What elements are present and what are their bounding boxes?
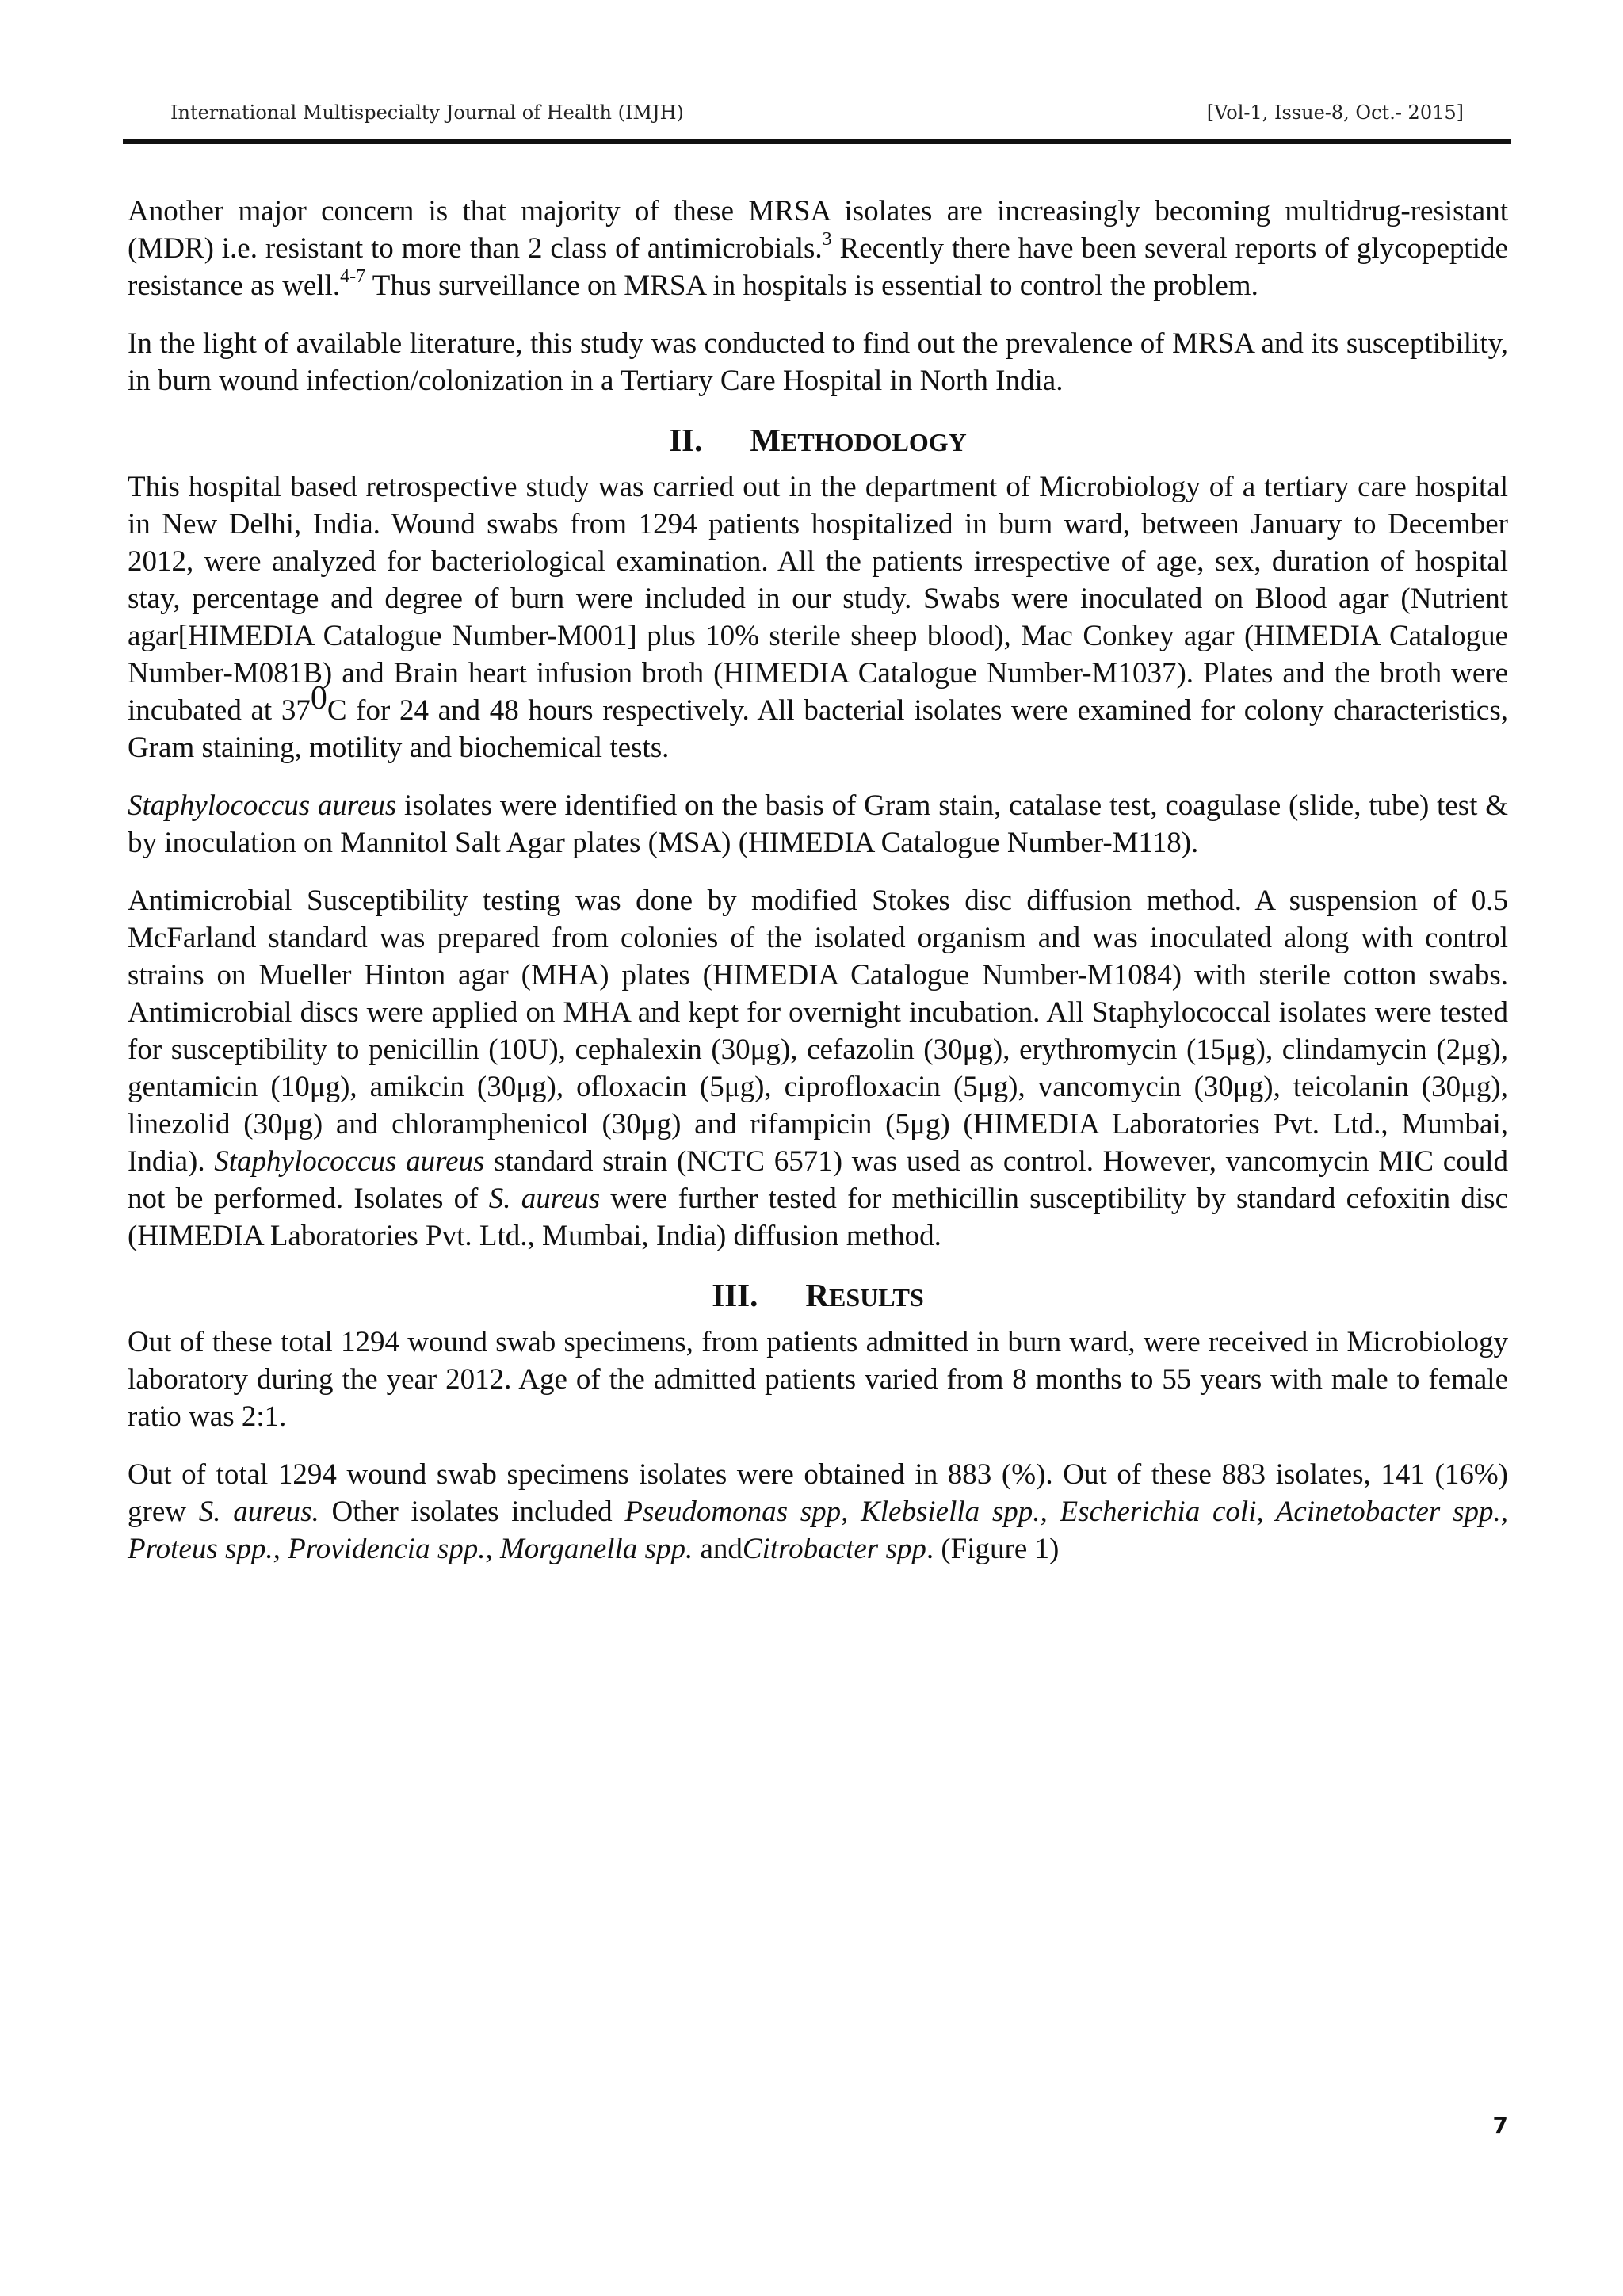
section-number: II. [669,422,703,458]
running-header [123,94,1511,141]
article-body [128,193,1508,1588]
paragraph-study-aim: In the light of available literature, this study was conducted to find out the prevalence of MRSA and its susceptibility, in burn wound infection/colonization in a Tertiary Care Hospital in North India. [128,327,1508,397]
paragraph-methodology-3: Antimicrobial Susceptibility testing was done by modified Stokes disc diffusion method. A suspension of 0.5 McFarland standard was prepared from colonies of the isolated organism and was inoculated along with control strains on Mueller Hinton agar (MHA) plates (HIMEDIA Catalogue Number-M1084) with sterile cotton swabs. Antimicrobial discs were applied on MHA and kept for overnight incubation. All Staphylococcal isolates were tested for susceptibility to penicillin (10U), cephalexin (30μg), cefazolin (30μg), erythromycin (15μg), clindamycin (2μg), gentamicin (10μg), amikcin (30μg), ofloxacin (5μg), ciprofloxacin (5μg), vancomycin (30μg), teicolanin (30μg), linezolid (30μg) and chloramphenicol (30μg) and rifampicin (5μg) (HIMEDIA Laboratories Pvt. Ltd., Mumbai, India). Staphylococcus aureus standard strain (NCTC 6571) was used as control. However, vancomycin MIC could not be performed. Isolates of S. aureus were further tested for methicillin susceptibility by standard cefoxitin disc (HIMEDIA Laboratories Pvt. Ltd., Mumbai, India) diffusion method. [128,884,1508,1252]
paragraph-methodology-1: This hospital based retrospective study was carried out in the department of Microbiology of a tertiary care hospital in New Delhi, India. Wound swabs from 1294 patients hospitalized in burn ward, between January to December 2012, were analyzed for bacteriological examination. All the patients irrespective of age, sex, duration of hospital stay, percentage and degree of burn were included in our study. Swabs were inoculated on Blood agar (Nutrient agar[HIMEDIA Catalogue Number-M001] plus 10% sterile sheep blood), Mac Conkey agar (HIMEDIA Catalogue Number-M081B) and Brain heart infusion broth (HIMEDIA Catalogue Number-M1037). Plates and the broth were incubated at 370C for 24 and 48 hours respectively. All bacterial isolates were examined for colony characteristics, Gram staining, motility and biochemical tests. [128,471,1508,764]
paragraph-results-2: Out of total 1294 wound swab specimens isolates were obtained in 883 (%). Out of these 883 isolates, 141 (16%) grew S. aureus. Other isolates included Pseudomonas spp, Klebsiella spp., Escherichia coli, Acinetobacter spp., Proteus spp., Providencia spp., Morganella spp. andCitrobacter spp. (Figure 1) [128,1458,1508,1565]
section-number: III. [712,1277,758,1313]
journal-title: International Multispecialty Journal of Health (IMJH) [170,101,684,124]
paragraph-mdr-concern: Another major concern is that majority of these MRSA isolates are increasingly becoming multidrug-resistant (MDR) i.e. resistant to more than 2 class of antimicrobials.$^3$ Recently there have been several reports of glycopeptide resistance as well.$^{4-7}$ Thus surveillance on MRSA in hospitals is essential to control the problem. [128,195,1508,302]
section-heading-results: III. RESULTS [712,1277,924,1313]
paragraph-methodology-2: Staphylococcus aureus isolates were identified on the basis of Gram stain, catalase test, coagulase (slide, tube) test & by inoculation on Mannitol Salt Agar plates (MSA) (HIMEDIA Catalogue Number-M118). [128,789,1508,859]
citation: 3 [822,229,832,250]
paragraph-results-1: Out of these total 1294 wound swab specimens, from patients admitted in burn ward, were received in Microbiology laboratory during the year 2012. Age of the admitted patients varied from 8 months to 55 years with male to female ratio was 2:1. [128,1326,1508,1433]
header-rule [123,139,1511,144]
volume-issue: [Vol-1, Issue-8, Oct.- 2015] [1206,101,1464,124]
section-heading-methodology: II. METHODOLOGY [669,422,967,458]
citation: 4-7 [340,266,366,287]
degree-superscript: 0 [310,680,327,716]
page-number: 7 [1492,2112,1508,2138]
